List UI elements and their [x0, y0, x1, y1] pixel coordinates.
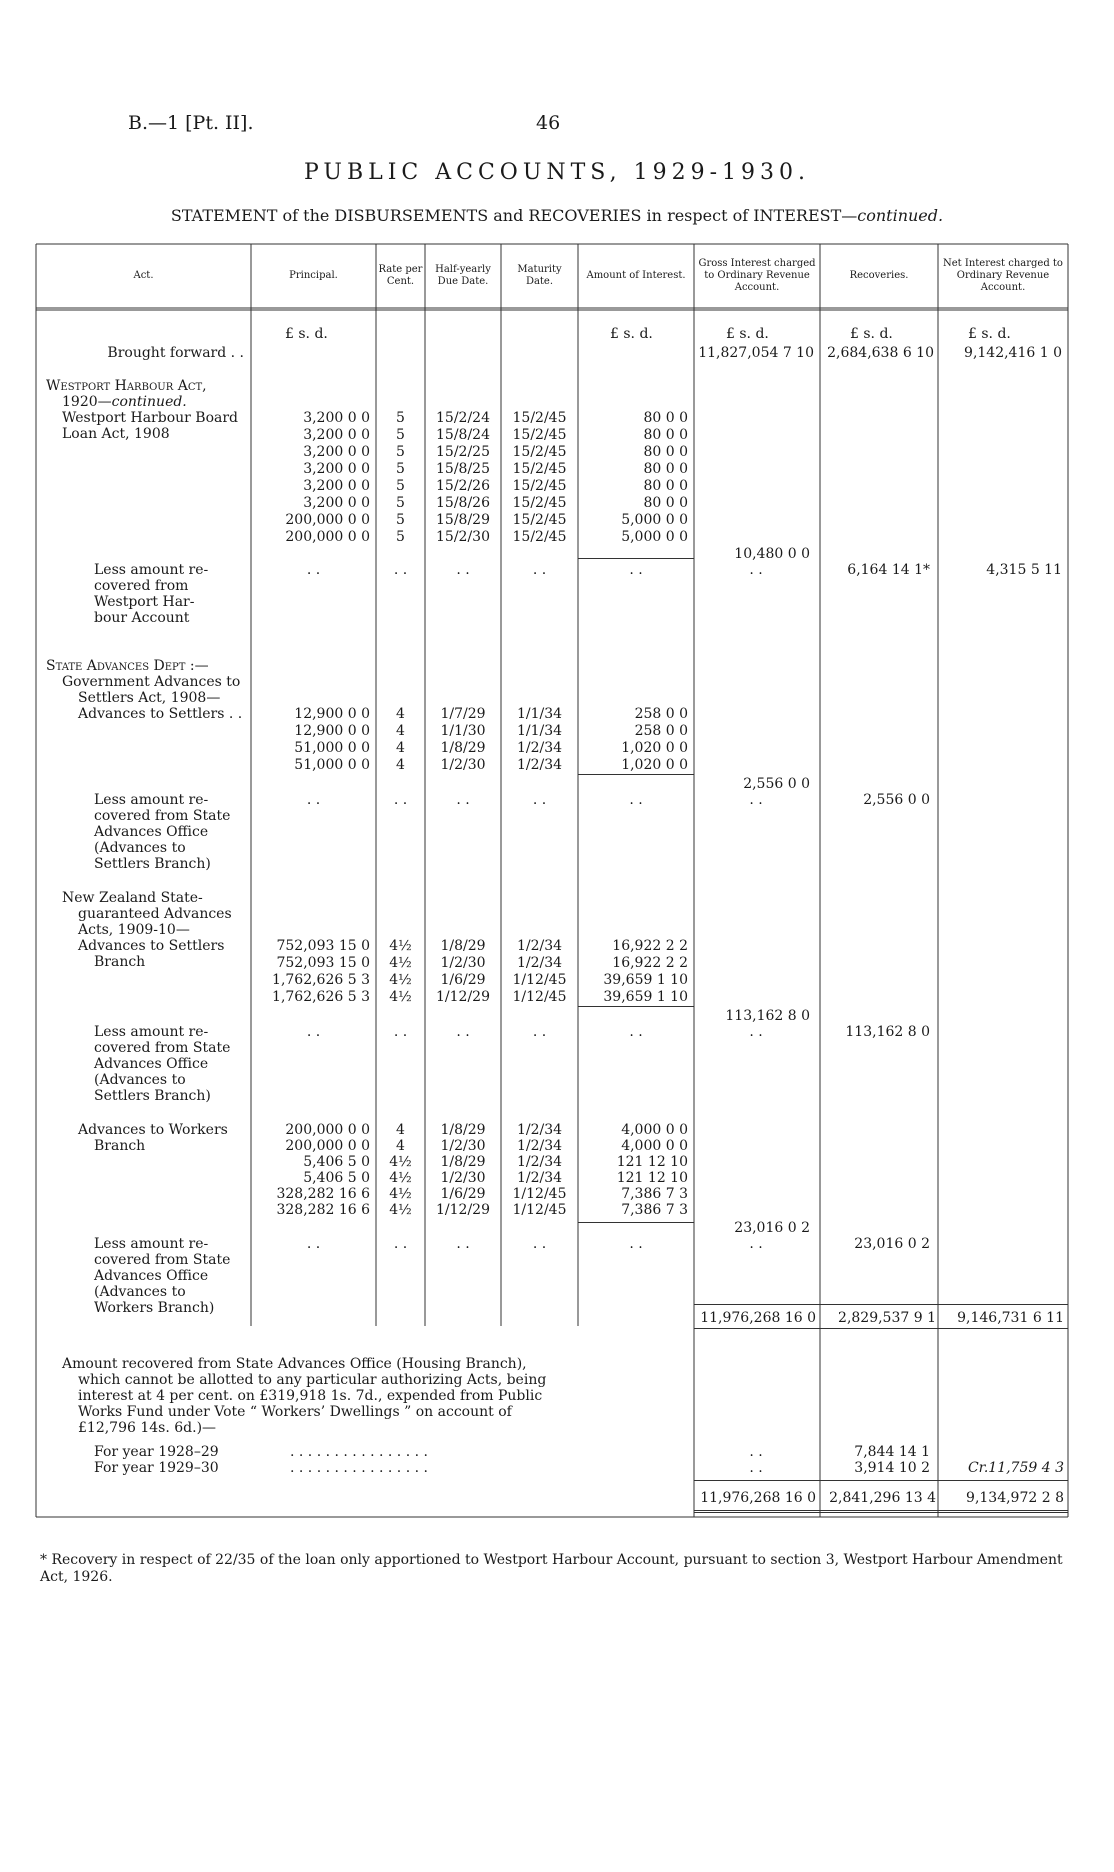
less-leader-gross: . . — [749, 792, 763, 808]
nz-amount-rule — [578, 1006, 694, 1007]
workers-amount-rule — [578, 1222, 694, 1223]
row-halfyearly: 1/8/29 — [440, 1154, 486, 1170]
row-halfyearly: 1/8/29 — [440, 938, 486, 954]
row-maturity: 1/12/45 — [512, 989, 567, 1005]
row-principal: 200,000 0 0 — [285, 529, 370, 545]
workers-l2: Branch — [94, 1138, 146, 1154]
less-amount-line: Less amount re- — [94, 1024, 209, 1040]
nz-state-l4: Advances to Settlers — [78, 938, 225, 954]
row-principal: 3,200 0 0 — [303, 461, 370, 477]
col-amount: Amount of Interest. — [586, 270, 686, 281]
workers-gross: 23,016 0 2 — [734, 1220, 810, 1236]
col-net: Net Interest charged to Ordinary Revenue Account. — [943, 258, 1063, 293]
row-rate: 4 — [396, 723, 405, 739]
row-halfyearly: 1/12/29 — [436, 989, 490, 1005]
page-number: 46 — [536, 112, 561, 134]
housing-y1-recoveries: 7,844 14 1 — [854, 1444, 930, 1460]
row-amount: 80 0 0 — [643, 461, 688, 477]
housing-note-line: interest at 4 per cent. on £319,918 1s. 7d., expended from Public — [78, 1388, 543, 1404]
row-principal: 5,406 5 0 — [303, 1154, 370, 1170]
row-rate: 5 — [396, 495, 405, 511]
subtitle-continued: continued. — [857, 206, 944, 225]
row-principal: 51,000 0 0 — [294, 740, 370, 756]
row-principal: 51,000 0 0 — [294, 757, 370, 773]
less-amount-line: covered from — [94, 578, 189, 594]
row-maturity: 1/2/34 — [516, 938, 563, 954]
row-rate: 4½ — [389, 955, 412, 971]
housing-y2-recoveries: 3,914 10 2 — [854, 1460, 930, 1476]
row-principal: 328,282 16 6 — [276, 1202, 370, 1218]
row-rate: 4 — [396, 1122, 405, 1138]
total-double-rule — [694, 1510, 1068, 1513]
row-principal: 752,093 15 0 — [276, 955, 370, 971]
housing-year2-leaders: . . . . . . . . . . . . . . . . — [290, 1460, 428, 1476]
row-rate: 4½ — [389, 1202, 412, 1218]
row-rate: 5 — [396, 461, 405, 477]
less-leader-maturity: . . — [532, 1236, 547, 1252]
row-maturity: 1/1/34 — [516, 723, 563, 739]
less-leader-half: . . — [456, 562, 470, 578]
row-maturity: 15/2/45 — [512, 461, 567, 477]
row-maturity: 1/2/34 — [516, 757, 563, 773]
nz-state-l5: Branch — [94, 954, 146, 970]
less-leader-maturity: . . — [532, 562, 547, 578]
row-rate: 4½ — [389, 938, 412, 954]
westport-sub2: Loan Act, 1908 — [62, 426, 170, 442]
page-ref: B.—1 [Pt. II]. — [128, 112, 254, 134]
state-advances-l2: Government Advances to — [62, 674, 241, 690]
row-rate: 5 — [396, 529, 405, 545]
less-amount-line: covered from State — [94, 1252, 231, 1268]
col-principal: Principal. — [289, 270, 338, 281]
brought-forward-label: Brought forward . . — [107, 345, 244, 361]
row-maturity: 1/2/34 — [516, 1138, 563, 1154]
less-leader-half: . . — [456, 792, 470, 808]
nz-state-l1: New Zealand State- — [62, 890, 203, 906]
subtitle-main: STATEMENT of the DISBURSEMENTS and RECOVERIES in respect of INTEREST— — [170, 206, 858, 225]
row-halfyearly: 15/2/26 — [436, 478, 490, 494]
row-rate: 4 — [396, 706, 405, 722]
row-amount: 7,386 7 3 — [621, 1186, 688, 1202]
col-act: Act. — [133, 270, 154, 281]
col-halfyearly: Half-yearly Due Date. — [435, 264, 491, 287]
less-leader-amount: . . — [629, 562, 643, 578]
housing-note-line: Works Fund under Vote “ Workers’ Dwellings ” on account of — [78, 1404, 512, 1420]
lsd-principal: £ s. d. — [285, 326, 328, 342]
row-amount: 80 0 0 — [643, 427, 688, 443]
footnote: * Recovery in respect of 22/35 of the loan only apportioned to Westport Harbour Account, pursuant to section 3, Westport Harbour Amendment Act, 1926. — [40, 1552, 1063, 1585]
row-principal: 5,406 5 0 — [303, 1170, 370, 1186]
housing-year1-label: For year 1928–29 — [94, 1444, 219, 1460]
less-amount-line: Settlers Branch) — [94, 856, 211, 872]
subtotal-net: 9,146,731 6 11 — [957, 1310, 1064, 1326]
col-maturity: Maturity Date. — [517, 264, 562, 287]
row-rate: 4 — [396, 740, 405, 756]
bf-net: 9,142,416 1 0 — [964, 345, 1062, 361]
bf-recoveries: 2,684,638 6 10 — [827, 345, 934, 361]
row-amount: 80 0 0 — [643, 495, 688, 511]
row-principal: 1,762,626 5 3 — [272, 972, 370, 988]
westport-heading-year-text: 1920— — [62, 394, 112, 410]
row-maturity: 1/12/45 — [512, 1202, 567, 1218]
less-leader-principal: . . — [306, 1236, 321, 1252]
lsd-net: £ s. d. — [968, 326, 1011, 342]
subtotal-bottom-rule — [694, 1328, 1068, 1329]
westport-heading: Westport Harbour Act, — [46, 378, 207, 394]
nz-state-l2: guaranteed Advances — [78, 906, 232, 922]
nz-gross: 113,162 8 0 — [725, 1008, 810, 1024]
housing-note-line: which cannot be allotted to any particular authorizing Acts, being — [78, 1372, 547, 1388]
subtotal-rule — [694, 1304, 1068, 1305]
row-amount: 16,922 2 2 — [612, 955, 688, 971]
row-rate: 5 — [396, 444, 405, 460]
less-leader-gross: . . — [749, 1236, 763, 1252]
row-halfyearly: 15/8/25 — [436, 461, 490, 477]
row-amount: 121 12 10 — [616, 1154, 688, 1170]
row-principal: 3,200 0 0 — [303, 495, 370, 511]
less-amount-line: Workers Branch) — [94, 1300, 215, 1316]
row-halfyearly: 1/6/29 — [440, 972, 486, 988]
row-principal: 328,282 16 6 — [276, 1186, 370, 1202]
row-halfyearly: 1/7/29 — [440, 706, 486, 722]
lsd-recoveries: £ s. d. — [850, 326, 893, 342]
row-maturity: 1/2/34 — [516, 1154, 563, 1170]
less-amount-line: Less amount re- — [94, 792, 209, 808]
row-rate: 4 — [396, 757, 405, 773]
less-leader-half: . . — [456, 1236, 470, 1252]
less-leader-principal: . . — [306, 792, 321, 808]
row-halfyearly: 1/2/30 — [440, 1138, 486, 1154]
row-principal: 3,200 0 0 — [303, 444, 370, 460]
row-principal: 3,200 0 0 — [303, 478, 370, 494]
row-amount: 16,922 2 2 — [612, 938, 688, 954]
westport-amount-rule — [578, 558, 694, 559]
row-halfyearly: 15/8/29 — [436, 512, 490, 528]
row-halfyearly: 1/8/29 — [440, 740, 486, 756]
row-maturity: 1/2/34 — [516, 1122, 563, 1138]
less-amount-line: Advances Office — [94, 1056, 209, 1072]
westport-net: 4,315 5 11 — [986, 562, 1062, 578]
state-recoveries: 2,556 0 0 — [863, 792, 930, 808]
total-gross: 11,976,268 16 0 — [700, 1490, 816, 1506]
row-rate: 4 — [396, 1138, 405, 1154]
row-halfyearly: 15/8/26 — [436, 495, 490, 511]
less-leader-maturity: . . — [532, 792, 547, 808]
less-leader-amount: . . — [629, 1236, 643, 1252]
westport-continued: continued. — [111, 394, 187, 410]
less-leader-rate: . . — [393, 1236, 408, 1252]
nz-recoveries: 113,162 8 0 — [845, 1024, 930, 1040]
row-halfyearly: 1/2/30 — [440, 1170, 486, 1186]
less-leader-amount: . . — [629, 792, 643, 808]
row-amount: 5,000 0 0 — [621, 529, 688, 545]
col-recoveries: Recoveries. — [849, 270, 909, 281]
row-maturity: 15/2/45 — [512, 529, 567, 545]
row-maturity: 1/1/34 — [516, 706, 563, 722]
lsd-gross: £ s. d. — [726, 326, 769, 342]
state-advances-l4: Advances to Settlers . . — [78, 706, 243, 722]
row-rate: 5 — [396, 427, 405, 443]
westport-gross: 10,480 0 0 — [734, 546, 810, 562]
less-amount-line: (Advances to — [94, 1284, 186, 1300]
row-principal: 1,762,626 5 3 — [272, 989, 370, 1005]
col-rate: Rate per Cent. — [378, 264, 423, 287]
westport-sub1: Westport Harbour Board — [62, 410, 239, 426]
row-halfyearly: 1/12/29 — [436, 1202, 490, 1218]
housing-y1-gross-leader: . . — [749, 1444, 763, 1460]
lsd-amount: £ s. d. — [610, 326, 653, 342]
row-maturity: 15/2/45 — [512, 427, 567, 443]
row-amount: 258 0 0 — [634, 723, 688, 739]
row-amount: 80 0 0 — [643, 478, 688, 494]
row-amount: 5,000 0 0 — [621, 512, 688, 528]
total-net: 9,134,972 2 8 — [966, 1490, 1064, 1506]
row-amount: 258 0 0 — [634, 706, 688, 722]
row-amount: 80 0 0 — [643, 444, 688, 460]
bf-gross: 11,827,054 7 10 — [698, 345, 814, 361]
row-amount: 121 12 10 — [616, 1170, 688, 1186]
row-maturity: 15/2/45 — [512, 512, 567, 528]
less-leader-rate: . . — [393, 562, 408, 578]
less-leader-rate: . . — [393, 1024, 408, 1040]
less-amount-line: (Advances to — [94, 840, 186, 856]
row-halfyearly: 15/8/24 — [436, 427, 490, 443]
workers-l1: Advances to Workers — [78, 1122, 228, 1138]
row-rate: 4½ — [389, 972, 412, 988]
row-maturity: 1/12/45 — [512, 1186, 567, 1202]
row-amount: 1,020 0 0 — [621, 757, 688, 773]
row-halfyearly: 1/1/30 — [440, 723, 486, 739]
less-leader-half: . . — [456, 1024, 470, 1040]
row-halfyearly: 1/2/30 — [440, 757, 486, 773]
row-amount: 4,000 0 0 — [621, 1122, 688, 1138]
less-leader-principal: . . — [306, 1024, 321, 1040]
less-amount-line: Advances Office — [94, 824, 209, 840]
less-amount-line: Advances Office — [94, 1268, 209, 1284]
row-amount: 80 0 0 — [643, 410, 688, 426]
row-maturity: 1/2/34 — [516, 1170, 563, 1186]
row-rate: 5 — [396, 410, 405, 426]
row-halfyearly: 1/8/29 — [440, 1122, 486, 1138]
row-principal: 200,000 0 0 — [285, 1122, 370, 1138]
row-halfyearly: 15/2/24 — [436, 410, 490, 426]
row-principal: 3,200 0 0 — [303, 410, 370, 426]
less-amount-line: Less amount re- — [94, 1236, 209, 1252]
row-amount: 39,659 1 10 — [603, 972, 688, 988]
housing-note-line: Amount recovered from State Advances Office (Housing Branch), — [62, 1356, 527, 1372]
row-halfyearly: 1/2/30 — [440, 955, 486, 971]
row-maturity: 15/2/45 — [512, 444, 567, 460]
total-recoveries: 2,841,296 13 4 — [829, 1490, 936, 1506]
row-amount: 39,659 1 10 — [603, 989, 688, 1005]
row-amount: 4,000 0 0 — [621, 1138, 688, 1154]
row-rate: 5 — [396, 512, 405, 528]
col-gross: Gross Interest charged to Ordinary Revenue Account. — [698, 258, 816, 293]
less-leader-maturity: . . — [532, 1024, 547, 1040]
subtotal-recoveries: 2,829,537 9 1 — [838, 1310, 936, 1326]
row-amount: 7,386 7 3 — [621, 1202, 688, 1218]
less-amount-line: Westport Har- — [94, 594, 195, 610]
row-maturity: 15/2/45 — [512, 495, 567, 511]
workers-recoveries: 23,016 0 2 — [854, 1236, 930, 1252]
row-maturity: 1/2/34 — [516, 740, 563, 756]
row-principal: 200,000 0 0 — [285, 1138, 370, 1154]
row-rate: 4½ — [389, 1170, 412, 1186]
state-advances-heading: State Advances Dept :— — [46, 658, 209, 674]
row-rate: 5 — [396, 478, 405, 494]
less-leader-principal: . . — [306, 562, 321, 578]
total-top-rule — [694, 1480, 1068, 1481]
less-leader-gross: . . — [749, 1024, 763, 1040]
row-maturity: 1/2/34 — [516, 955, 563, 971]
row-amount: 1,020 0 0 — [621, 740, 688, 756]
row-rate: 4½ — [389, 989, 412, 1005]
state-advances-l3: Settlers Act, 1908— — [78, 690, 221, 706]
nz-state-l3: Acts, 1909-10— — [78, 922, 190, 938]
less-leader-gross: . . — [749, 562, 763, 578]
less-leader-amount: . . — [629, 1024, 643, 1040]
westport-recoveries: 6,164 14 1* — [847, 562, 930, 578]
row-rate: 4½ — [389, 1186, 412, 1202]
row-principal: 200,000 0 0 — [285, 512, 370, 528]
row-halfyearly: 15/2/30 — [436, 529, 490, 545]
housing-y2-gross-leader: . . — [749, 1460, 763, 1476]
page-title: PUBLIC ACCOUNTS, 1929-1930. — [304, 160, 810, 185]
housing-net: Cr.11,759 4 3 — [967, 1460, 1064, 1476]
less-amount-line: covered from State — [94, 808, 231, 824]
state-amount-rule — [578, 774, 694, 775]
less-amount-line: (Advances to — [94, 1072, 186, 1088]
row-rate: 4½ — [389, 1154, 412, 1170]
row-maturity: 15/2/45 — [512, 410, 567, 426]
row-halfyearly: 1/6/29 — [440, 1186, 486, 1202]
row-principal: 3,200 0 0 — [303, 427, 370, 443]
row-principal: 12,900 0 0 — [294, 723, 370, 739]
row-maturity: 15/2/45 — [512, 478, 567, 494]
row-halfyearly: 15/2/25 — [436, 444, 490, 460]
row-principal: 12,900 0 0 — [294, 706, 370, 722]
row-principal: 752,093 15 0 — [276, 938, 370, 954]
less-leader-rate: . . — [393, 792, 408, 808]
less-amount-line: covered from State — [94, 1040, 231, 1056]
housing-note-line: £12,796 14s. 6d.)— — [78, 1420, 217, 1436]
row-maturity: 1/12/45 — [512, 972, 567, 988]
housing-year1-leaders: . . . . . . . . . . . . . . . . — [290, 1444, 428, 1460]
less-amount-line: Settlers Branch) — [94, 1088, 211, 1104]
westport-heading-year — [62, 394, 187, 410]
state-gross: 2,556 0 0 — [743, 776, 810, 792]
housing-year2-label: For year 1929–30 — [94, 1460, 219, 1476]
subtotal-gross: 11,976,268 16 0 — [700, 1310, 816, 1326]
less-amount-line: bour Account — [94, 610, 190, 626]
less-amount-line: Less amount re- — [94, 562, 209, 578]
